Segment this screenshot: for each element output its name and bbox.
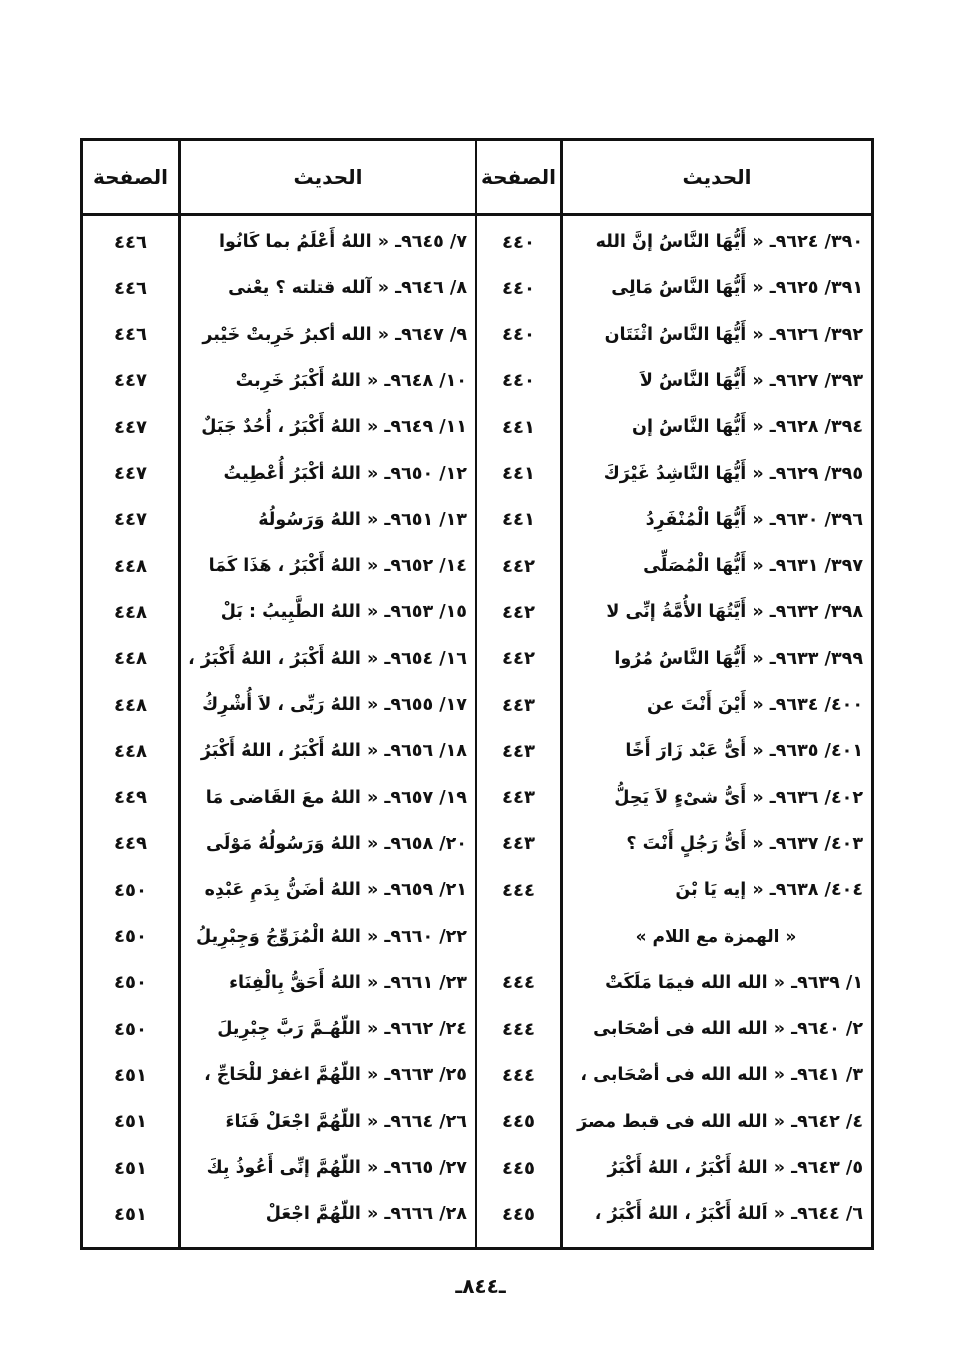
page-number-cell: ٤٤٥: [502, 1157, 535, 1179]
index-table: [80, 138, 874, 1250]
list-item: ٣٩٣/ ٩٦٢٧ـ « أَيُّهَا النَّاسُ لاَ: [639, 370, 863, 391]
page-number-cell: ٤٤٥: [502, 1111, 535, 1133]
page-number-cell: ٤٤٠: [502, 231, 535, 253]
list-item: ٨/ ٩٦٤٦ـ « آلله قتلته ؟ يعْنى: [228, 278, 467, 299]
list-item: ١٣/ ٩٦٥١ـ « اللهُ وَرَسُولُهُ: [258, 509, 467, 530]
list-item: ٥/ ٩٦٤٣ـ « اللهُ أَكْبَرُ ، اللهُ أَكْبَرُ: [607, 1158, 863, 1178]
section-heading: « الهمزة مع اللام »: [635, 926, 797, 947]
list-item: ١٤/ ٩٦٥٢ـ « اللهُ أَكْبَرُ ، هَذَا كَمَا: [208, 556, 467, 577]
page-number-cell: ٤٥٠: [114, 1018, 147, 1040]
page-number-cell: ٤٤٧: [114, 370, 147, 392]
page-number-cell: ٤٥١: [114, 1111, 147, 1133]
page-number-cell: ٤٤٦: [114, 231, 147, 253]
page-number-cell: ٤٤٢: [502, 555, 535, 577]
list-item: ٩/ ٩٦٤٧ـ « الله أكبرُ خَرِبتْ خَيْبر: [202, 324, 467, 345]
page-number-cell: ٤٤٢: [502, 601, 535, 623]
page-number-cell: ٤٤١: [502, 463, 535, 484]
page-number-cell: ٤٤١: [502, 416, 535, 438]
page-number-cell: ٤٥٠: [114, 879, 147, 901]
page-number-cell: ٤٤٩: [114, 787, 147, 809]
header-right-hadith: الحديث: [682, 165, 752, 189]
list-item: ١٥/ ٩٦٥٣ـ « اللهُ الطَّبِيبُ : بَلْ: [220, 602, 467, 623]
page-number-cell: ٤٤٤: [502, 879, 535, 901]
page-number-cell: ٤٥٠: [114, 926, 147, 947]
list-item: ٣٩٩/ ٩٦٣٣ـ « أَيُّهَا النَّاسُ مُرُوا: [614, 648, 863, 669]
page-number-cell: ٤٤٠: [502, 277, 535, 299]
list-item: ١٨/ ٩٦٥٦ـ « اللهُ أَكْبَرُ ، اللهُ أَكْبَرُ: [200, 741, 467, 762]
list-item: ٣٩٠/ ٩٦٢٤ـ « أَيُّهَا النَّاسُ إنَّ الله: [595, 232, 863, 252]
list-item: ٤٠٣/ ٩٦٣٧ـ « أَىُّ رَجُلٍ أَنْتَ ؟: [626, 833, 863, 854]
list-item: ٢٦/ ٩٦٦٤ـ « اللّهُمَّ اجْعَلْ فَنَاءَ: [225, 1111, 467, 1132]
page-number-cell: ٤٥١: [114, 1203, 147, 1225]
list-item: ٤٠١/ ٩٦٣٥ـ « أَىُّ عَبْد زَارَ أَخًا: [625, 741, 863, 762]
page-number-cell: ٤٤٦: [114, 277, 147, 299]
list-item: ٢٢/ ٩٦٦٠ـ « اللهُ الْمُزَوِّجُ وَجِبْرِيلُ: [196, 926, 467, 947]
page-number-cell: ٤٤٨: [114, 740, 147, 762]
page-number-cell: ٤٤٧: [114, 463, 147, 484]
page-number-cell: ٤٤٣: [502, 694, 535, 716]
page-number-cell: ٤٤٢: [502, 648, 535, 670]
list-item: ٣٩٤/ ٩٦٢٨ـ « أَيُّهَا النَّاسُ إن: [632, 417, 863, 438]
page-number-cell: ٤٥٠: [114, 972, 147, 994]
list-item: ٣/ ٩٦٤١ـ « الله الله فى أصْحَابى ،: [580, 1065, 863, 1086]
list-item: ٢٠/ ٩٦٥٨ـ « اللهُ وَرَسُولُهُ مَوْلَى: [206, 833, 467, 854]
page-number-cell: ٤٤٨: [114, 601, 147, 623]
page-number-cell: ٤٤٠: [502, 370, 535, 392]
list-item: ٣٩٨/ ٩٦٣٢ـ « أَيَّتُهَا الأُمَّةُ إنِّى لا: [606, 602, 863, 623]
list-item: ٣٩٢/ ٩٦٢٦ـ « أَيُّهَا النَّاسُ اثْنَتَان: [604, 324, 863, 345]
list-item: ٢١/ ٩٦٥٩ـ « اللهُ أضَنُّ بِدَمِ عَبْدِه: [204, 880, 467, 901]
list-item: ١/ ٩٦٣٩ـ « الله الله فيمَا مَلَكَتْ: [605, 972, 863, 993]
list-item: ٧/ ٩٦٤٥ـ « اللهُ أَعْلَمُ بما كَانُوا: [219, 232, 467, 252]
header-right-page: الصفحة: [481, 165, 557, 189]
page-number-cell: ٤٤٨: [114, 648, 147, 670]
list-item: ٢٧/ ٩٦٦٥ـ « اللّهُمَّ إنِّى أَعُوذُ بِكَ: [206, 1158, 467, 1178]
list-item: ٦/ ٩٦٤٤ـ « اَللهُ أَكْبَرُ ، اللهُ أَكْبَرُ ،: [594, 1204, 863, 1225]
list-item: ٤٠٢/ ٩٦٣٦ـ « أَىُّ شىْءٍ لاَ يَحِلُّ: [614, 787, 863, 808]
page-number-cell: ٤٥١: [114, 1064, 147, 1086]
list-item: ١٠/ ٩٦٤٨ـ « اللهُ أَكْبَرُ خَرِبتْ: [235, 370, 467, 391]
list-item: ٢/ ٩٦٤٠ـ « الله الله فى أصْحَابى: [593, 1019, 863, 1040]
page-number-cell: ٤٤٤: [502, 1018, 535, 1040]
list-item: ٣٩٧/ ٩٦٣١ـ « أَيُّهَا الْمُصَلِّى: [643, 556, 863, 577]
page-number-cell: ٤٤٣: [502, 740, 535, 762]
page-number-cell: ٤٤٨: [114, 694, 147, 716]
page-number-cell: ٤٤٦: [114, 324, 147, 346]
list-item: ٤/ ٩٦٤٢ـ « الله الله فى قبط مصرَ: [577, 1111, 863, 1132]
page-number-cell: ٤٤٩: [114, 833, 147, 855]
page-number-cell: ٤٤٣: [502, 833, 535, 855]
list-item: ٣٩٥/ ٩٦٢٩ـ « أَيُّهَا النَّاشِدُ غَيْرَكَ: [603, 463, 863, 484]
list-item: ١٩/ ٩٦٥٧ـ « اللهُ معَ القَاضى مَا: [205, 787, 467, 808]
list-item: ٣٩٦/ ٩٦٣٠ـ « أَيُّهَا الْمُنْفَرِدُ: [645, 509, 863, 530]
list-item: ٢٥/ ٩٦٦٣ـ « اللّهُمَّ اغفرْ للْحَاجِّ ،: [204, 1065, 467, 1086]
list-item: ١٦/ ٩٦٥٤ـ « اللهُ أَكْبَرُ ، اللهُ أَكْبَرُ ،: [188, 648, 467, 669]
list-item: ٢٨/ ٩٦٦٦ـ « اللّهُمَّ اجْعَلْ: [265, 1204, 467, 1225]
page-number-cell: ٤٤٧: [114, 416, 147, 438]
page-number-cell: ٤٤٤: [502, 1064, 535, 1086]
page-number-cell: ٤٤٣: [502, 787, 535, 809]
page-number-cell: ٤٥١: [114, 1157, 147, 1179]
list-item: ٢٣/ ٩٦٦١ـ « اللهُ أَحَقُّ بِالْفِنَاء: [229, 972, 467, 993]
page-number-cell: ٤٤١: [502, 509, 535, 531]
list-item: ١٢/ ٩٦٥٠ـ « اللهُ أكْبَرُ أُعْطِيتُ: [223, 463, 467, 484]
list-item: ١١/ ٩٦٤٩ـ « اللهُ أَكْبَرُ ، أُحُدٌ جَبَلٌ: [201, 417, 467, 438]
list-item: ٣٩١/ ٩٦٢٥ـ « أَيُّهَا النَّاسُ مَالِى: [611, 278, 863, 299]
list-item: ٢٤/ ٩٦٦٢ـ « اللّهُـمَّ رَبَّ جِبْرِيلَ: [217, 1019, 467, 1040]
list-item: ٤٠٠/ ٩٦٣٤ـ « أَيْنَ أَنْتَ عن: [646, 695, 863, 715]
list-item: ١٧/ ٩٦٥٥ـ « اللهُ رَبِّى ، لاَ أُشْرِكُ: [202, 695, 467, 715]
page-number-cell: ٤٤٤: [502, 972, 535, 994]
header-left-hadith: الحديث: [293, 165, 363, 189]
page-number: ـ٨٤٤ـ: [455, 1274, 506, 1298]
list-item: ٤٠٤/ ٩٦٣٨ـ « إيه يَا بْنَ: [675, 880, 863, 901]
header-divider: [83, 213, 871, 216]
page-number-cell: ٤٤٨: [114, 555, 147, 577]
page-number-cell: ٤٤٧: [114, 509, 147, 531]
page-number-cell: ٤٤٠: [502, 324, 535, 346]
header-left-page: الصفحة: [93, 165, 169, 189]
page-number-cell: ٤٤٥: [502, 1203, 535, 1225]
